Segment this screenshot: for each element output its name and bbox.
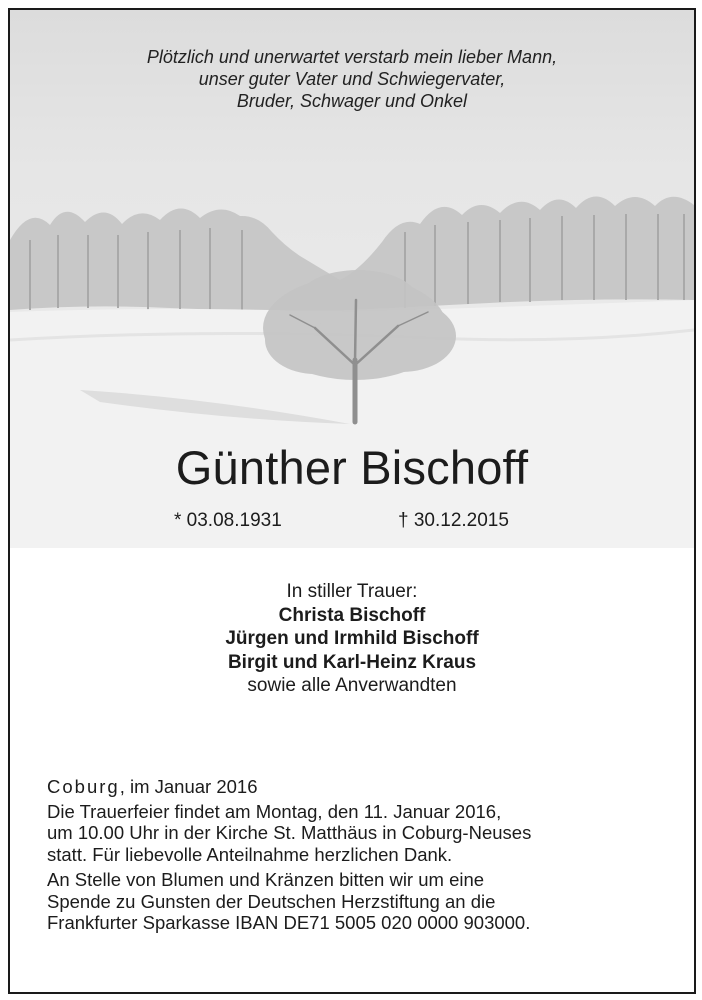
intro-line: Bruder, Schwager und Onkel <box>236 91 468 111</box>
donation-line: An Stelle von Blumen und Kränzen bitten wir um eine <box>47 869 485 890</box>
notice-date: , im Januar 2016 <box>119 776 258 797</box>
funeral-notice <box>47 776 667 934</box>
mourners-heading: In stiller Trauer: <box>286 581 418 602</box>
donation-line: Frankfurter Sparkasse IBAN DE71 5005 020 0000 903000. <box>47 912 531 933</box>
place: Coburg <box>47 776 120 797</box>
birth-date: * 03.08.1931 <box>174 510 282 531</box>
donation-line: Spende zu Gunsten der Deutschen Herzstiftung an die <box>47 890 496 912</box>
intro-line: Plötzlich und unerwartet verstarb mein lieber Mann, <box>146 47 558 67</box>
intro-text <box>10 46 694 112</box>
mourner-name: Christa Bischoff <box>278 604 426 626</box>
mourner-name: Jürgen und Irmhild Bischoff <box>225 628 479 649</box>
intro-line: unser guter Vater und Schwiegervater, <box>198 69 506 89</box>
mourner-name: Birgit und Karl-Heinz Kraus <box>227 651 477 673</box>
obituary-card <box>8 8 696 994</box>
funeral-line: Die Trauerfeier findet am Montag, den 11. Januar 2016, <box>47 800 502 822</box>
mourners-closing: sowie alle Anverwandten <box>247 675 457 696</box>
funeral-line: statt. Für liebevolle Anteilnahme herzlichen Dank. <box>47 843 453 865</box>
death-date: † 30.12.2015 <box>398 510 509 531</box>
funeral-line: um 10.00 Uhr in der Kirche St. Matthäus in Coburg-Neuses <box>47 822 532 843</box>
place-date-line <box>47 776 667 798</box>
mourners-block <box>10 580 694 698</box>
deceased-name: Günther Bischoff <box>175 441 529 494</box>
